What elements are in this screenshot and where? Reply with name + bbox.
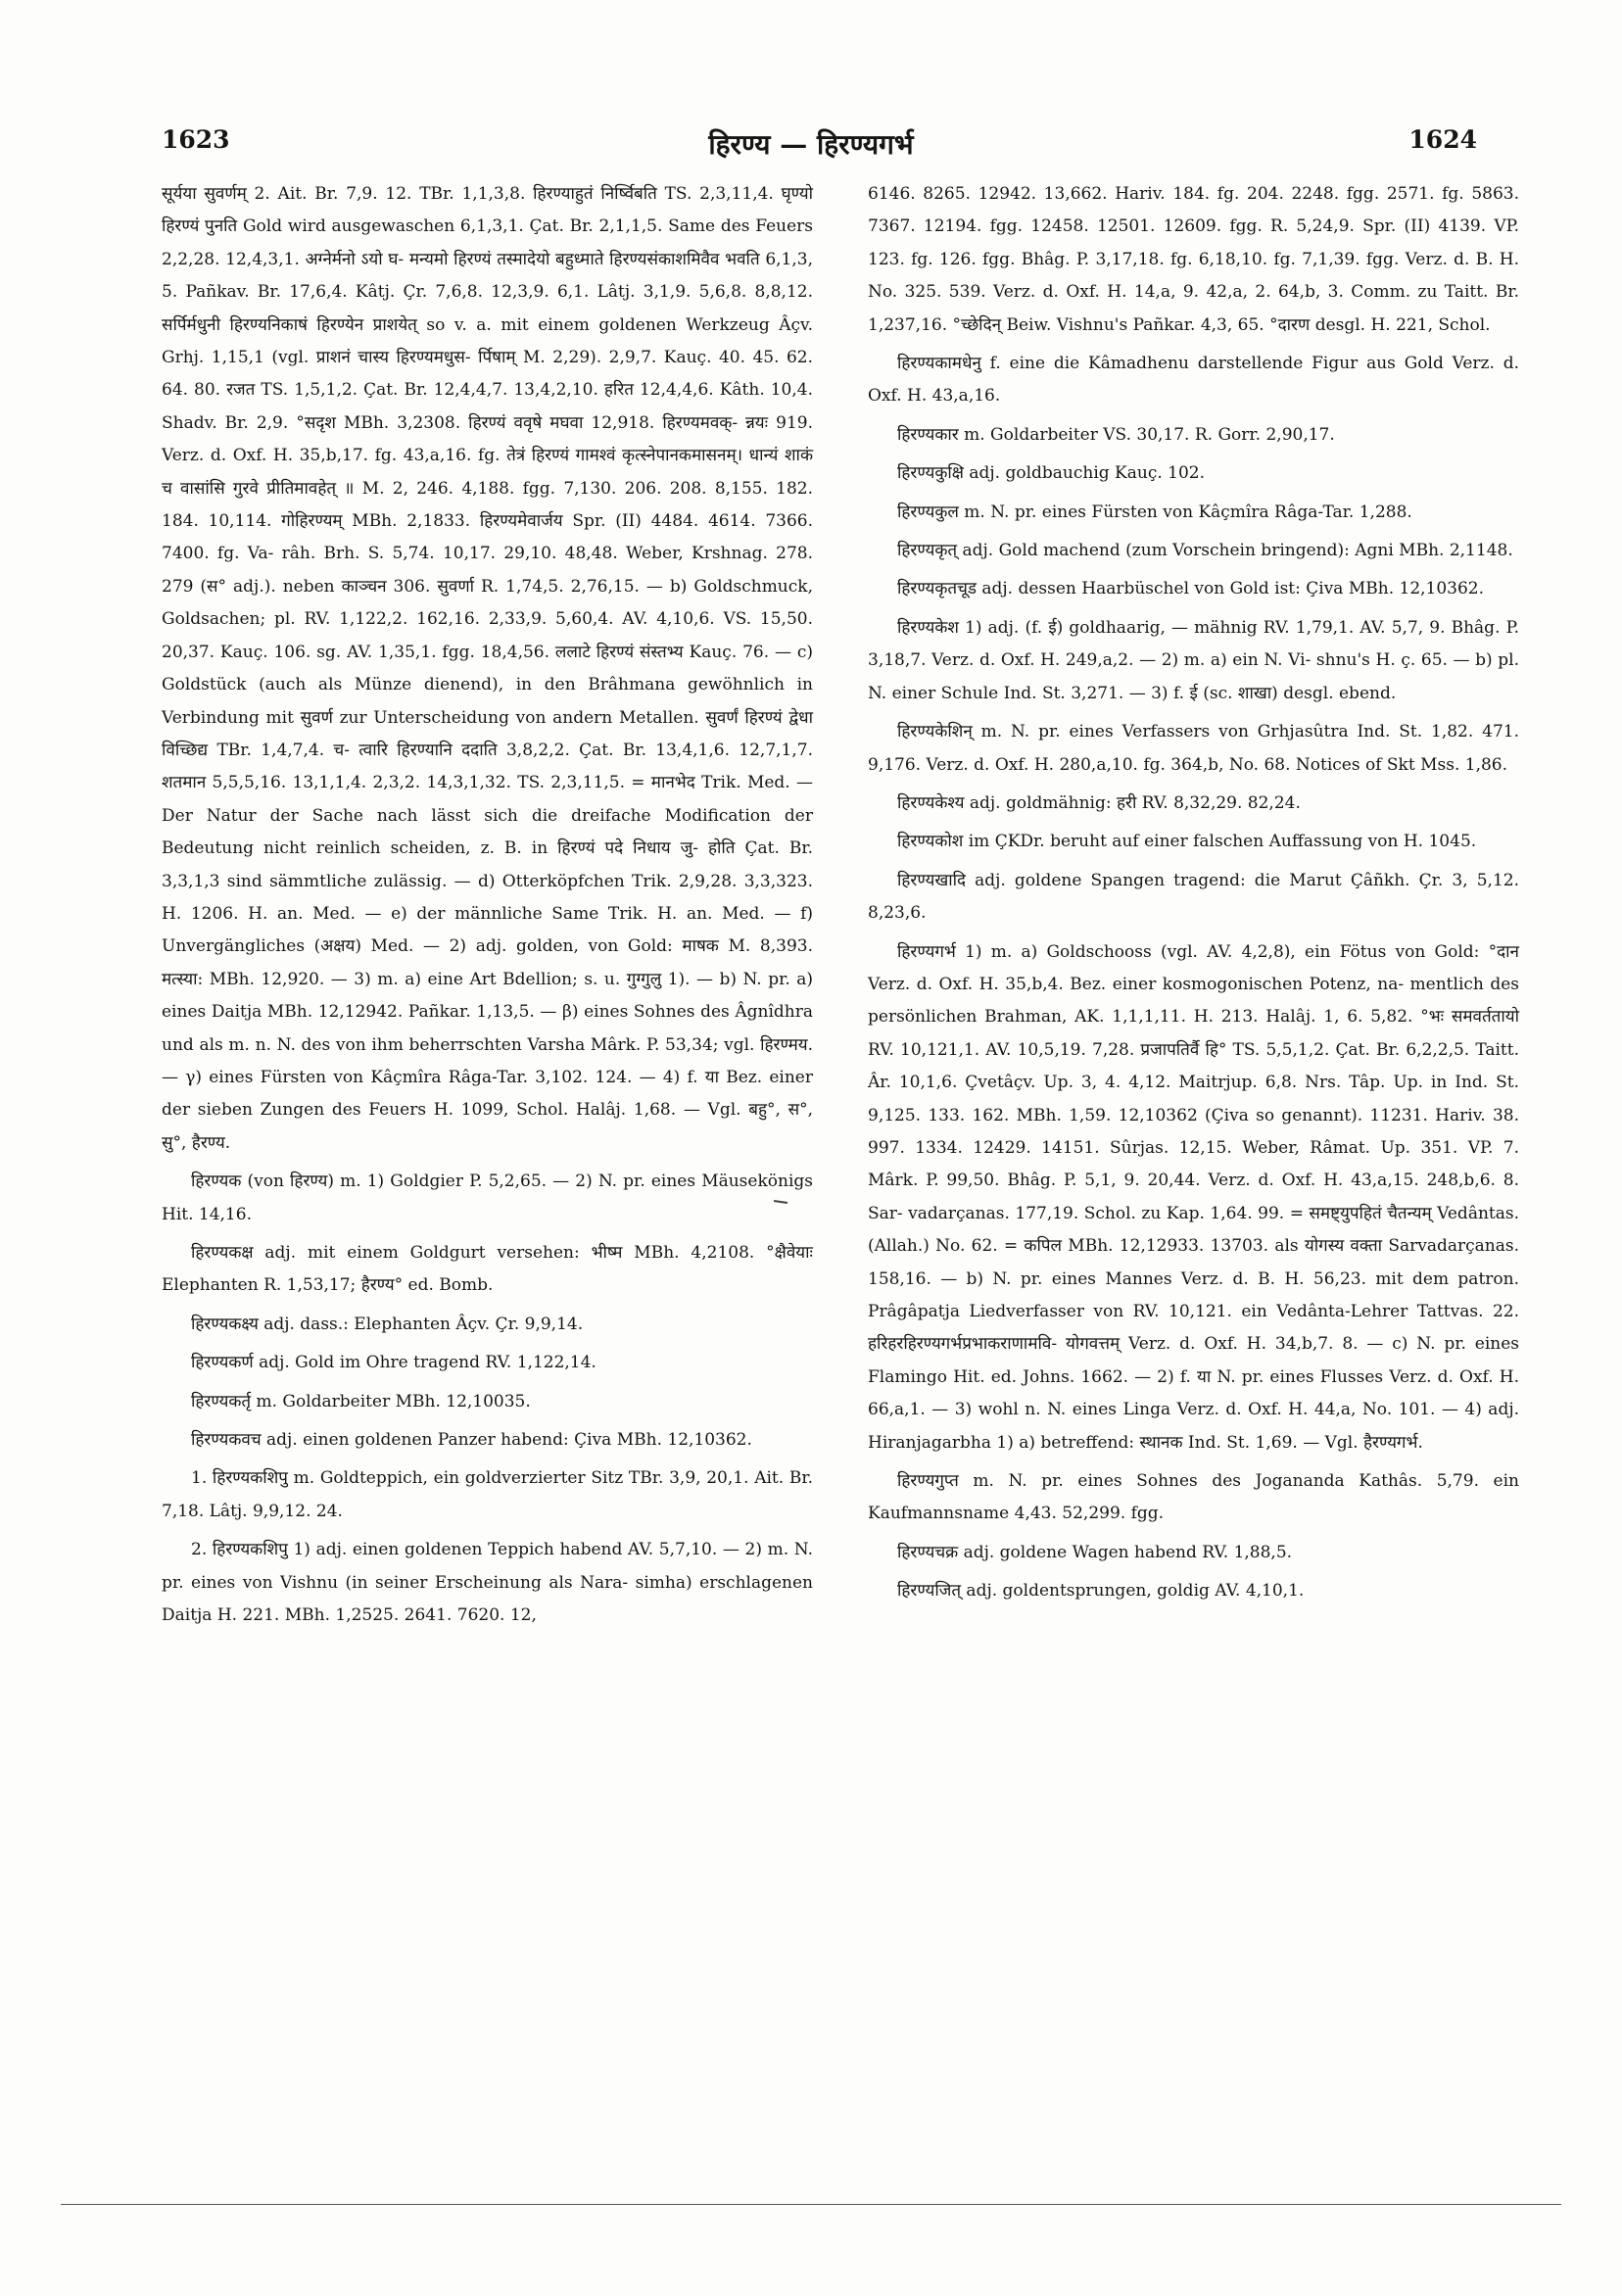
page-number-left: 1623 [162,125,230,154]
entry-paragraph: हिरण्यकुक्षि adj. goldbauchig Kauç. 102. [897,463,1206,484]
entry-paragraph: हिरण्यकेश 1) adj. (f. ई) goldhaarig, — mähnig RV. 1,79,1. AV. 5,7, 9. Bhâg. P. 3,18,7. Verz. d. Oxf. H. 249,a,2. — 2) m. a) ein N. Vi- shnu's H. ç. 65. — b) pl. N. einer Schule Ind. St. 3,271. — 3) f. ई (sc. शाखा) desgl. ebend. [868,617,1519,703]
entry-paragraph: हिरण्यकुल m. N. pr. eines Fürsten von Kâçmîra Râga-Tar. 1,288. [897,502,1412,522]
entry-paragraph: हिरण्यकक्ष adj. mit einem Goldgurt versehen: भीष्म MBh. 4,2108. °क्षैवेयाः Elephanten R. 1,53,17; हैरण्य° ed. Bomb. [162,1243,813,1296]
entry-paragraph: 1. हिरण्यकशिपु m. Goldteppich, ein goldverzierter Sitz TBr. 3,9, 20,1. Ait. Br. 7,18. Lâtj. 9,9,12. 24. [162,1468,813,1521]
entry-paragraph: हिरण्यखादि adj. goldene Spangen tragend: die Marut Çâñkh. Çr. 3, 5,12. 8,23,6. [868,870,1519,924]
entry-paragraph: हिरण्यकार m. Goldarbeiter VS. 30,17. R. Gorr. 2,90,17. [897,424,1335,445]
entry-paragraph: हिरण्यकेशिन् m. N. pr. eines Verfassers von Grhjasûtra Ind. St. 1,82. 471. 9,176. Verz. d. Oxf. H. 280,a,10. fg. 364,b, No. 68. Notices of Skt Mss. 1,86. [868,722,1519,775]
right-column [868,178,1519,1608]
entry-paragraph: हिरण्यकृत् adj. Gold machend (zum Vorschein bringend): Agni MBh. 2,1148. [897,541,1513,561]
entry-paragraph: 2. हिरण्यकशिपु 1) adj. einen goldenen Teppich habend AV. 5,7,10. — 2) m. N. pr. eines von Vishnu (in seiner Erscheinung als Nara- simha) erschlagenen Daitja H. 221. MBh. 1,2525. 2641. 7620. 12, [162,1540,813,1626]
entry-paragraph: हिरण्यकक्ष्य adj. dass.: Elephanten Âçv. Çr. 9,9,14. [191,1314,584,1334]
page-header-title: हिरण्य — हिरण्यगर्भ [708,128,914,161]
entry-paragraph: हिरण्यकवच adj. einen goldenen Panzer habend: Çiva MBh. 12,10362. [191,1430,752,1451]
entry-paragraph: हिरण्यजित् adj. goldentsprungen, goldig AV. 4,10,1. [897,1581,1305,1602]
page-number-right: 1624 [1408,125,1477,154]
entry-paragraph: हिरण्यकोश im ÇKDr. beruht auf einer falschen Auffassung von H. 1045. [897,832,1477,852]
footer-rule [61,2204,1561,2205]
entry-paragraph: हिरण्यगुप्त m. N. pr. eines Sohnes des Jogananda Kathâs. 5,79. ein Kaufmannsname 4,43. 52,299. fgg. [868,1471,1519,1524]
entry-paragraph: हिरण्यकृतचूड adj. dessen Haarbüschel von Gold ist: Çiva MBh. 12,10362. [897,579,1485,599]
entry-paragraph: हिरण्यकर्ण adj. Gold im Ohre tragend RV. 1,122,14. [191,1353,596,1373]
left-column [162,178,813,1632]
entry-paragraph: हिरण्यकर्तृ m. Goldarbeiter MBh. 12,10035. [191,1391,531,1411]
entry-paragraph: हिरण्यचक्र adj. goldene Wagen habend RV. 1,88,5. [897,1542,1293,1562]
entry-paragraph: हिरण्यक (von हिरण्य) m. 1) Goldgier P. 5,2,65. — 2) N. pr. eines Mäusekönigs Hit. 14,16. [162,1172,813,1224]
entry-paragraph: हिरण्यकेश्य adj. goldmähnig: हरी RV. 8,32,29. 82,24. [897,792,1301,813]
entry-paragraph: सूर्यया सुवर्णम् 2. Ait. Br. 7,9. 12. TBr. 1,1,3,8. हिरण्याहुतं निर्ष्विबति TS. 2,3,11,4. घृण्यो हिरण्यं पुनति Gold wird ausgewaschen 6,1,3,1. Çat. Br. 2,1,1,5. Same des Feuers 2,2,28. 12,4,3,1. अग्नेर्मनो ऽयो घ- मन्यमो हिरण्यं तस्मादेयो बहुध्माते हिरण्यसंकाशमिवैव भवति 6,1,3, 5. Pañkav. Br. 17,6,4. Kâtj. Çr. 7,6,8. 12,3,9. 6,1. Lâtj. 3,1,9. 5,6,8. 8,8,12. सर्पिर्मधुनी हिरण्यनिकाषं हिरण्येन प्राशयेत् so v. a. mit einem goldenen Werkzeug Âçv. Grhj. 1,15,1 (vgl. प्राशनं चास्य हिरण्यमधुस- र्पिषाम् M. 2,29). 2,9,7. Kauç. 40. 45. 62. 64. 80. रजत TS. 1,5,1,2. Çat. Br. 12,4,4,7. 13,4,2,10. हरित 12,4,4,6. Kâth. 10,4. Shadv. Br. 2,9. °सदृश MBh. 3,2308. हिरण्यं ववृषे मघवा 12,918. हिरण्यमवक्- न्नयः 919. Verz. d. Oxf. H. 35,b,17. fg. 43,a,16. fg. तेत्रं हिरण्यं गामश्वं कृत्स्नेपानकमासनम्। धान्यं शाकं च वासांसि गुरवे प्रीतिमावहेत् ॥ M. 2, 246. 4,188. fgg. 7,130. 206. 208. 8,155. 182. 184. 10,114. गोहिरण्यम् MBh. 2,1833. हिरण्यमेवार्जय Spr. (II) 4484. 4614. 7366. 7400. fg. Va- râh. Brh. S. 5,74. 10,17. 29,10. 48,48. Weber, Krshnag. 278. 279 (स° adj.). neben काञ्चन 306. सुवर्णा R. 1,74,5. 2,76,15. — b) Goldschmuck, Goldsachen; pl. RV. 1,122,2. 162,16. 2,33,9. 5,60,4. AV. 4,10,6. VS. 15,50. 20,37. Kauç. 106. sg. AV. 1,35,1. fgg. 18,4,56. ललाटे हिरण्यं संस्तभ्य Kauç. 76. — c) Goldstück (auch als Münze dienend), in den Brâhmana gewöhnlich in Verbindung mit सुवर्ण zur Unterscheidung von andern Metallen. सुवर्णं हिरण्यं द्वेधा विच्छिद्य TBr. 1,4,7,4. च- त्वारि हिरण्यानि ददाति 3,8,2,2. Çat. Br. 13,4,1,6. 12,7,1,7. शतमान 5,5,5,16. 13,1,1,4. 2,3,2. 14,3,1,32. TS. 2,3,11,5. = मानभेद Trik. Med. — Der Natur der Sache nach lässt sich die dreifache Modification der Bedeutung nicht reinlich scheiden, z. B. in हिरण्यं पदे निधाय जु- होति Çat. Br. 3,3,1,3 sind sämmtliche zulässig. — d) Otterköpfchen Trik. 2,9,28. 3,3,323. H. 1206. H. an. Med. — e) der männliche Same Trik. H. an. Med. — f) Unvergängliches (अक्षय) Med. — 2) adj. golden, von Gold: माषक M. 8,393. मत्स्या: MBh. 12,920. — 3) m. a) eine Art Bdellion; s. u. गुग्गुलु 1). — b) N. pr. a) eines Daitja MBh. 12,12942. Pañkar. 1,13,5. — β) eines Sohnes des Âgnîdhra und als m. n. N. des von ihm beherrschten Varsha Mârk. P. 53,34; vgl. हिरण्मय. — γ) eines Fürsten von Kâçmîra Râga-Tar. 3,102. 124. — 4) f. या Bez. einer der sieben Zungen des Feuers H. 1099, Schol. Halâj. 1,68. — Vgl. बहु°, स°, सु°, हैरण्य. [162,184,813,1153]
entry-paragraph: हिरण्यकामधेनु f. eine die Kâmadhenu darstellende Figur aus Gold Verz. d. Oxf. H. 43,a,16. [868,354,1519,407]
entry-paragraph: हिरण्यगर्भ 1) m. a) Goldschooss (vgl. AV. 4,2,8), ein Fötus von Gold: °दान Verz. d. Oxf. H. 35,b,4. Bez. einer kosmogonischen Potenz, na- mentlich des persönlichen Brahman, AK. 1,1,1,11. H. 213. Halâj. 1, 6. 5,82. °भः समवर्ततायो RV. 10,121,1. AV. 10,5,19. 7,28. प्रजापतिर्वै हि° TS. 5,5,1,2. Çat. Br. 6,2,2,5. Taitt. Âr. 10,1,6. Çvetâçv. Up. 3, 4. 4,12. Maitrjup. 6,8. Nrs. Tâp. Up. in Ind. St. 9,125. 133. 162. MBh. 1,59. 12,10362 (Çiva so genannt). 11231. Hariv. 38. 997. 1334. 12429. 14151. Sûrjas. 12,15. Weber, Râmat. Up. 351. VP. 7. Mârk. P. 99,50. Bhâg. P. 5,1, 9. 20,44. Verz. d. Oxf. H. 43,a,15. 248,b,6. 8. Sar- vadarçanas. 177,19. Schol. zu Kap. 1,64. 99. = समष्ट्युपहितं चैतन्यम् Vedântas. (Allah.) No. 62. = कपिल MBh. 12,12933. 13703. als योगस्य वक्ता Sarvadarçanas. 158,16. — b) N. pr. eines Mannes Verz. d. B. H. 56,23. mit dem patron. Prâgâpatja Liedverfasser von RV. 10,121. ein Vedânta-Lehrer Tattvas. 22. हरिहरहिरण्यगर्भप्रभाकराणामवि- योगवत्तम् Verz. d. Oxf. H. 34,b,7. 8. — c) N. pr. eines Flamingo Hit. ed. Johns. 1662. — 2) f. या N. pr. eines Flusses Verz. d. Oxf. H. 66,a,1. — 3) wohl n. N. eines Linga Verz. d. Oxf. H. 44,a, No. 101. — 4) adj. Hiranjagarbha 1) a) betreffend: स्थानक Ind. St. 1,69. — Vgl. हैरण्यगर्भ. [868,941,1519,1453]
entry-paragraph: 6146. 8265. 12942. 13,662. Hariv. 184. fg. 204. 2248. fgg. 2571. fg. 5863. 7367. 12194. fgg. 12458. 12501. 12609. fgg. R. 5,24,9. Spr. (II) 4139. VP. 123. fg. 126. fgg. Bhâg. P. 3,17,18. fg. 6,18,10. fg. 7,1,39. fgg. Verz. d. B. H. No. 325. 539. Verz. d. Oxf. H. 14,a, 9. 42,a, 2. 64,b, 3. Comm. zu Taitt. Br. 1,237,16. °च्छेदिन् Beiw. Vishnu's Pañkar. 4,3, 65. °दारण desgl. H. 221, Schol. [868,184,1519,335]
